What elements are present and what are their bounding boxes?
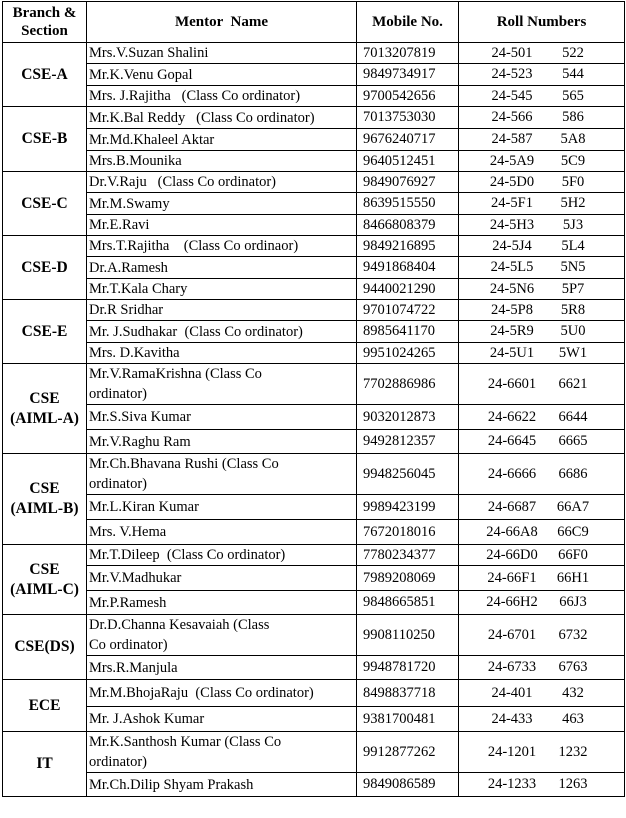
mentor-name-cell: Mr.S.Siva Kumar bbox=[87, 405, 357, 430]
roll-to: 66F0 bbox=[558, 546, 588, 563]
mentor-name-cell: Mr.E.Ravi bbox=[87, 215, 357, 236]
roll-numbers-cell bbox=[459, 405, 625, 430]
mentor-name-cell: Mr.K.Santhosh Kumar (Class Co ordinator) bbox=[87, 732, 357, 773]
roll-numbers-cell bbox=[459, 656, 625, 680]
mobile-number-cell: 7013753030 bbox=[357, 107, 459, 129]
mobile-number-cell: 9989423199 bbox=[357, 495, 459, 520]
table-row bbox=[3, 236, 625, 257]
table-row bbox=[3, 454, 625, 495]
roll-numbers-cell bbox=[459, 520, 625, 545]
roll-numbers-cell bbox=[459, 193, 625, 215]
roll-from: 24-6645 bbox=[487, 433, 537, 449]
table-row bbox=[3, 520, 625, 545]
roll-numbers-cell bbox=[459, 129, 625, 151]
table-row bbox=[3, 215, 625, 236]
table-row bbox=[3, 707, 625, 732]
roll-from: 24-6687 bbox=[487, 498, 537, 515]
mentor-name-cell: Mr.V.Raghu Ram bbox=[87, 430, 357, 454]
mobile-number-cell: 8639515550 bbox=[357, 193, 459, 215]
roll-to: 6686 bbox=[558, 465, 588, 482]
roll-from: 24-5H3 bbox=[489, 216, 535, 233]
mobile-number-cell: 9491868404 bbox=[357, 257, 459, 279]
roll-numbers-cell bbox=[459, 430, 625, 454]
roll-to: 5R8 bbox=[560, 301, 586, 318]
mentor-name-cell: Mrs.V.Suzan Shalini bbox=[87, 43, 357, 64]
roll-from: 24-1201 bbox=[487, 743, 537, 760]
roll-to: 5J3 bbox=[562, 216, 584, 233]
roll-numbers-cell bbox=[459, 680, 625, 707]
roll-numbers-cell bbox=[459, 300, 625, 321]
mentor-name-cell: Mr.T.Kala Chary bbox=[87, 279, 357, 300]
roll-to: 522 bbox=[562, 44, 584, 61]
mentor-name-cell: Mr.V.RamaKrishna (Class Co ordinator) bbox=[87, 364, 357, 405]
roll-to: 5C9 bbox=[560, 152, 586, 169]
table-row bbox=[3, 430, 625, 454]
roll-from: 24-5L5 bbox=[490, 259, 534, 275]
table-row bbox=[3, 364, 625, 405]
table-row bbox=[3, 321, 625, 343]
table-row bbox=[3, 566, 625, 591]
roll-to: 5W1 bbox=[558, 344, 588, 361]
roll-from: 24-587 bbox=[491, 131, 533, 147]
mentor-table bbox=[2, 1, 625, 797]
roll-to: 6763 bbox=[558, 659, 588, 675]
roll-from: 24-433 bbox=[491, 710, 533, 727]
roll-numbers-cell bbox=[459, 86, 625, 107]
mentor-name-cell: Dr.A.Ramesh bbox=[87, 257, 357, 279]
branch-section-cell: CSE-B bbox=[3, 107, 87, 172]
roll-to: 5F0 bbox=[561, 173, 585, 190]
roll-from: 24-5R9 bbox=[490, 323, 534, 339]
branch-section-cell: CSE(DS) bbox=[3, 615, 87, 680]
table-row bbox=[3, 405, 625, 430]
mobile-number-cell: 9908110250 bbox=[357, 615, 459, 656]
mobile-number-cell: 9492812357 bbox=[357, 430, 459, 454]
mentor-name-cell: Dr.D.Channa Kesavaiah (Class Co ordinator) bbox=[87, 615, 357, 656]
branch-section-cell: CSE (AIML-C) bbox=[3, 545, 87, 615]
roll-from: 24-6733 bbox=[487, 659, 537, 675]
roll-from: 24-5N6 bbox=[489, 280, 535, 297]
branch-section-cell: IT bbox=[3, 732, 87, 797]
mobile-number-cell: 9849216895 bbox=[357, 236, 459, 257]
roll-from: 24-6666 bbox=[487, 465, 537, 482]
roll-from: 24-5J4 bbox=[492, 237, 532, 254]
mobile-number-cell: 7672018016 bbox=[357, 520, 459, 545]
roll-to: 5U0 bbox=[560, 323, 586, 339]
mobile-number-cell: 9951024265 bbox=[357, 343, 459, 364]
mobile-number-cell: 9849086589 bbox=[357, 773, 459, 797]
mentor-name-cell: Mr.Md.Khaleel Aktar bbox=[87, 129, 357, 151]
roll-to: 5L4 bbox=[561, 237, 585, 254]
mobile-number-cell: 9640512451 bbox=[357, 151, 459, 172]
mobile-number-cell: 7702886986 bbox=[357, 364, 459, 405]
mobile-number-cell: 7780234377 bbox=[357, 545, 459, 566]
mobile-number-cell: 9381700481 bbox=[357, 707, 459, 732]
mentor-name-cell: Mrs.T.Rajitha (Class Co ordinaor) bbox=[87, 236, 357, 257]
roll-numbers-cell bbox=[459, 707, 625, 732]
roll-numbers-cell bbox=[459, 364, 625, 405]
mentor-table-container bbox=[2, 1, 625, 797]
mentor-name-cell: Mr.V.Madhukar bbox=[87, 566, 357, 591]
mentor-name-cell: Mr.T.Dileep (Class Co ordinator) bbox=[87, 545, 357, 566]
branch-section-cell: CSE (AIML-A) bbox=[3, 364, 87, 454]
roll-numbers-cell bbox=[459, 773, 625, 797]
table-row bbox=[3, 343, 625, 364]
table-row bbox=[3, 129, 625, 151]
roll-to: 586 bbox=[562, 109, 584, 125]
header-roll-numbers: Roll Numbers bbox=[459, 2, 625, 43]
mobile-number-cell: 9440021290 bbox=[357, 279, 459, 300]
branch-section-cell: ECE bbox=[3, 680, 87, 732]
roll-to: 66A7 bbox=[556, 498, 590, 515]
roll-to: 66H1 bbox=[556, 569, 590, 586]
roll-from: 24-5U1 bbox=[489, 344, 535, 361]
mentor-name-cell: Mrs.R.Manjula bbox=[87, 656, 357, 680]
mentor-name-cell: Mrs.B.Mounika bbox=[87, 151, 357, 172]
roll-numbers-cell bbox=[459, 545, 625, 566]
roll-from: 24-523 bbox=[491, 66, 533, 82]
roll-from: 24-66D0 bbox=[486, 546, 538, 563]
table-row bbox=[3, 732, 625, 773]
table-row bbox=[3, 545, 625, 566]
roll-to: 1263 bbox=[558, 776, 588, 792]
roll-numbers-cell bbox=[459, 279, 625, 300]
roll-to: 463 bbox=[562, 710, 584, 727]
mentor-name-cell: Mrs. V.Hema bbox=[87, 520, 357, 545]
branch-section-cell: CSE-D bbox=[3, 236, 87, 300]
mentor-name-cell: Mrs. J.Rajitha (Class Co ordinator) bbox=[87, 86, 357, 107]
roll-to: 6665 bbox=[558, 433, 588, 449]
table-row bbox=[3, 656, 625, 680]
roll-numbers-cell bbox=[459, 151, 625, 172]
roll-numbers-cell bbox=[459, 172, 625, 193]
table-body bbox=[3, 43, 625, 797]
table-row bbox=[3, 591, 625, 615]
mobile-number-cell: 9700542656 bbox=[357, 86, 459, 107]
mobile-number-cell: 7013207819 bbox=[357, 43, 459, 64]
roll-from: 24-66A8 bbox=[486, 523, 538, 540]
roll-from: 24-66F1 bbox=[487, 569, 537, 586]
roll-numbers-cell bbox=[459, 566, 625, 591]
mobile-number-cell: 9701074722 bbox=[357, 300, 459, 321]
roll-to: 6621 bbox=[558, 375, 588, 392]
mobile-number-cell: 9032012873 bbox=[357, 405, 459, 430]
table-row bbox=[3, 64, 625, 86]
roll-numbers-cell bbox=[459, 615, 625, 656]
mentor-name-cell: Mr. J.Sudhakar (Class Co ordinator) bbox=[87, 321, 357, 343]
roll-from: 24-545 bbox=[491, 87, 533, 104]
mobile-number-cell: 7989208069 bbox=[357, 566, 459, 591]
mentor-name-cell: Mr.Ch.Dilip Shyam Prakash bbox=[87, 773, 357, 797]
roll-numbers-cell bbox=[459, 215, 625, 236]
roll-numbers-cell bbox=[459, 236, 625, 257]
roll-to: 6732 bbox=[558, 626, 588, 643]
table-row bbox=[3, 300, 625, 321]
roll-numbers-cell bbox=[459, 107, 625, 129]
table-row bbox=[3, 773, 625, 797]
branch-section-cell: CSE (AIML-B) bbox=[3, 454, 87, 545]
mobile-number-cell: 9676240717 bbox=[357, 129, 459, 151]
branch-section-cell: CSE-A bbox=[3, 43, 87, 107]
table-row bbox=[3, 193, 625, 215]
mobile-number-cell: 8985641170 bbox=[357, 321, 459, 343]
mentor-name-cell: Dr.V.Raju (Class Co ordinator) bbox=[87, 172, 357, 193]
roll-from: 24-6601 bbox=[487, 375, 537, 392]
roll-from: 24-66H2 bbox=[486, 594, 538, 610]
mentor-name-cell: Mr.M.BhojaRaju (Class Co ordinator) bbox=[87, 680, 357, 707]
roll-to: 6644 bbox=[558, 408, 588, 425]
mentor-name-cell: Mr.K.Bal Reddy (Class Co ordinator) bbox=[87, 107, 357, 129]
table-row bbox=[3, 151, 625, 172]
roll-numbers-cell bbox=[459, 495, 625, 520]
roll-numbers-cell bbox=[459, 43, 625, 64]
mobile-number-cell: 9849076927 bbox=[357, 172, 459, 193]
roll-numbers-cell bbox=[459, 454, 625, 495]
mobile-number-cell: 8466808379 bbox=[357, 215, 459, 236]
mentor-name-cell: Dr.R Sridhar bbox=[87, 300, 357, 321]
roll-numbers-cell bbox=[459, 321, 625, 343]
roll-from: 24-5D0 bbox=[489, 173, 535, 190]
mobile-number-cell: 9848665851 bbox=[357, 591, 459, 615]
roll-to: 544 bbox=[562, 66, 584, 82]
mentor-name-cell: Mr.Ch.Bhavana Rushi (Class Co ordinator) bbox=[87, 454, 357, 495]
roll-numbers-cell bbox=[459, 591, 625, 615]
roll-to: 432 bbox=[562, 684, 584, 701]
roll-to: 66C9 bbox=[557, 523, 589, 540]
roll-numbers-cell bbox=[459, 732, 625, 773]
roll-from: 24-566 bbox=[491, 109, 533, 125]
roll-from: 24-1233 bbox=[487, 776, 537, 792]
header-branch-section: Branch & Section bbox=[3, 2, 87, 43]
table-row bbox=[3, 107, 625, 129]
mobile-number-cell: 9912877262 bbox=[357, 732, 459, 773]
header-row bbox=[3, 2, 625, 43]
mentor-name-cell: Mr.K.Venu Gopal bbox=[87, 64, 357, 86]
roll-to: 1232 bbox=[558, 743, 588, 760]
mentor-name-cell: Mr.L.Kiran Kumar bbox=[87, 495, 357, 520]
mentor-name-cell: Mr.P.Ramesh bbox=[87, 591, 357, 615]
table-row bbox=[3, 43, 625, 64]
roll-to: 565 bbox=[562, 87, 584, 104]
roll-from: 24-5F1 bbox=[491, 195, 533, 211]
roll-from: 24-5P8 bbox=[491, 301, 533, 318]
roll-from: 24-501 bbox=[491, 44, 533, 61]
table-row bbox=[3, 279, 625, 300]
roll-from: 24-5A9 bbox=[489, 152, 535, 169]
table-row bbox=[3, 172, 625, 193]
mobile-number-cell: 9849734917 bbox=[357, 64, 459, 86]
mentor-name-cell: Mr. J.Ashok Kumar bbox=[87, 707, 357, 732]
header-mobile-no: Mobile No. bbox=[357, 2, 459, 43]
roll-to: 5A8 bbox=[560, 131, 586, 147]
mobile-number-cell: 9948781720 bbox=[357, 656, 459, 680]
roll-numbers-cell bbox=[459, 343, 625, 364]
roll-from: 24-6701 bbox=[487, 626, 537, 643]
roll-numbers-cell bbox=[459, 257, 625, 279]
mobile-number-cell: 9948256045 bbox=[357, 454, 459, 495]
roll-to: 5P7 bbox=[561, 280, 585, 297]
roll-numbers-cell bbox=[459, 64, 625, 86]
roll-from: 24-6622 bbox=[487, 408, 537, 425]
header-mentor-name: Mentor Name bbox=[87, 2, 357, 43]
branch-section-cell: CSE-E bbox=[3, 300, 87, 364]
table-row bbox=[3, 680, 625, 707]
mentor-name-cell: Mrs. D.Kavitha bbox=[87, 343, 357, 364]
mobile-number-cell: 8498837718 bbox=[357, 680, 459, 707]
roll-to: 5H2 bbox=[560, 195, 586, 211]
table-row bbox=[3, 86, 625, 107]
roll-from: 24-401 bbox=[491, 684, 533, 701]
roll-to: 5N5 bbox=[560, 259, 586, 275]
mentor-name-cell: Mr.M.Swamy bbox=[87, 193, 357, 215]
branch-section-cell: CSE-C bbox=[3, 172, 87, 236]
table-row bbox=[3, 615, 625, 656]
table-row bbox=[3, 495, 625, 520]
table-row bbox=[3, 257, 625, 279]
roll-to: 66J3 bbox=[559, 594, 587, 610]
